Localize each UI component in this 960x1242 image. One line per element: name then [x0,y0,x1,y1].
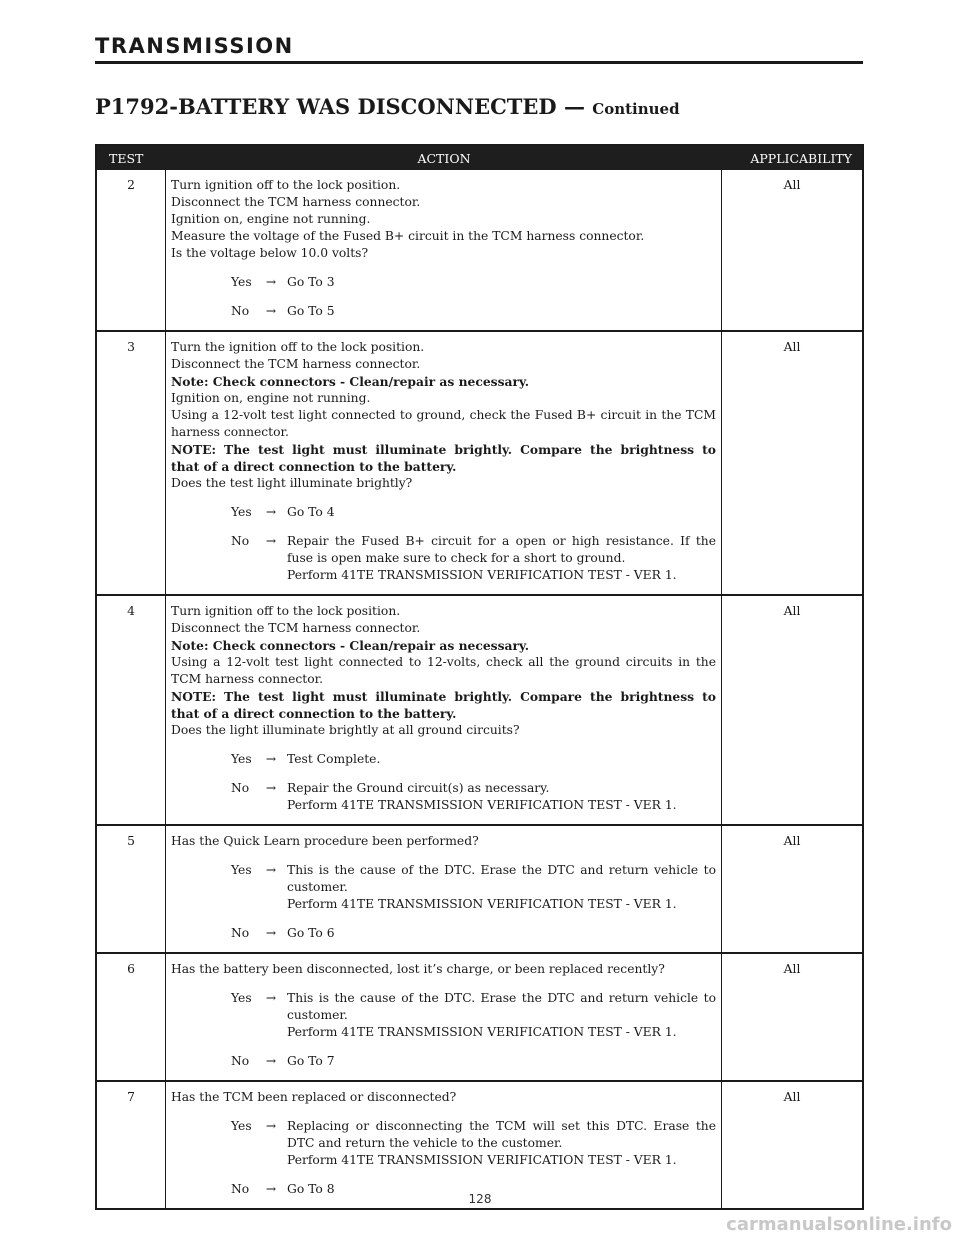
choice-answer: Yes [231,275,252,289]
choice-result [281,1118,716,1169]
table-row [97,594,862,824]
action-line: Disconnect the TCM harness connector. [171,621,421,635]
arrow-right-icon: → [265,1054,277,1068]
choice-result [281,925,716,942]
choice-result [281,303,716,320]
arrow-right-icon: → [265,926,277,940]
table-body [97,170,862,1208]
action-cell [166,954,722,1080]
action-line: Has the battery been disconnected, lost it’s charge, or been replaced recently? [171,962,665,976]
choice-line: Perform 41TE TRANSMISSION VERIFICATION TEST - VER 1. [287,1153,677,1167]
choice-line: This is the cause of the DTC. Erase the DTC and return vehicle to [287,863,716,877]
choice-yes [171,751,716,768]
choice-result [281,862,716,913]
choice-result [281,751,716,768]
applicability-cell: All [783,340,801,354]
action-line: Note: Check connectors - Clean/repair as necessary. [171,638,529,653]
choice-line: Go To 8 [287,1182,335,1196]
choice-answer: No [231,304,250,318]
choice-result [281,780,716,814]
action-cell [166,596,722,824]
title-main: P1792-BATTERY WAS DISCONNECTED — [95,94,585,119]
choice-result [281,274,716,291]
action-line: Disconnect the TCM harness connector. [171,195,421,209]
header-action: ACTION [417,150,471,166]
choice-result [281,504,716,521]
choice-yes [171,274,716,291]
choice-answer: No [231,1054,250,1068]
action-cell [166,826,722,952]
action-cell [166,170,722,330]
arrow-right-icon: → [265,781,277,795]
choice-yes [171,504,716,521]
action-cell [166,332,722,594]
action-cell [166,1082,722,1208]
choice-line: Perform 41TE TRANSMISSION VERIFICATION TEST - VER 1. [287,897,677,911]
test-number: 3 [97,332,166,594]
choice-no [171,533,716,584]
action-line: NOTE: The test light must illuminate brightly. Compare the brightness to [171,442,716,457]
choice-no [171,780,716,814]
choice-result [281,990,716,1041]
applicability-cell: All [783,834,801,848]
table-row [97,330,862,594]
arrow-right-icon: → [265,505,277,519]
arrow-right-icon: → [265,534,277,548]
arrow-right-icon: → [265,304,277,318]
action-line: Ignition on, engine not running. [171,212,371,226]
action-line: Disconnect the TCM harness connector. [171,357,421,371]
action-line: Measure the voltage of the Fused B+ circuit in the TCM harness connector. [171,229,645,243]
applicability-cell: All [783,1090,801,1104]
choice-yes [171,990,716,1041]
section-header: TRANSMISSION [95,34,863,64]
choice-line: Go To 7 [287,1054,335,1068]
choice-line: Replacing or disconnecting the TCM will set this DTC. Erase the [287,1119,716,1133]
table-header [97,146,862,170]
choice-no [171,1053,716,1070]
choice-yes [171,1118,716,1169]
header-test: TEST [109,150,144,166]
action-line: that of a direct connection to the battery. [171,706,457,721]
action-line: Does the test light illuminate brightly? [171,476,413,490]
action-line: Does the light illuminate brightly at all ground circuits? [171,723,520,737]
action-line: harness connector. [171,425,289,439]
choice-no [171,925,716,942]
choice-answer: No [231,781,250,795]
applicability-cell: All [783,604,801,618]
choice-yes [171,862,716,913]
action-line: Using a 12-volt test light connected to 12-volts, check all the ground circuits in the [171,655,716,669]
choice-answer: Yes [231,863,252,877]
choice-answer: Yes [231,752,252,766]
choice-line: Go To 5 [287,304,335,318]
action-line: Turn the ignition off to the lock position. [171,340,425,354]
table-row [97,170,862,330]
choice-result [281,1053,716,1070]
choice-answer: No [231,534,250,548]
test-number: 4 [97,596,166,824]
test-number: 5 [97,826,166,952]
choice-answer: Yes [231,1119,252,1133]
choice-line: Go To 4 [287,505,335,519]
choice-line: Test Complete. [287,752,381,766]
table-row [97,952,862,1080]
choice-line: customer. [287,880,348,894]
choice-line: Go To 6 [287,926,335,940]
choice-line: customer. [287,1008,348,1022]
arrow-right-icon: → [265,863,277,877]
choice-result [281,533,716,584]
page-title [95,94,863,119]
action-line: Note: Check connectors - Clean/repair as necessary. [171,374,529,389]
table-row [97,1080,862,1208]
test-number: 2 [97,170,166,330]
title-continued: Continued [592,100,680,118]
choice-line: Repair the Fused B+ circuit for a open or high resistance. If the [287,534,716,548]
action-line: NOTE: The test light must illuminate brightly. Compare the brightness to [171,689,716,704]
action-line: Using a 12-volt test light connected to ground, check the Fused B+ circuit in the TCM [171,408,716,422]
test-number: 6 [97,954,166,1080]
arrow-right-icon: → [265,275,277,289]
action-line: Is the voltage below 10.0 volts? [171,246,369,260]
choice-line: Go To 3 [287,275,335,289]
choice-line: Repair the Ground circuit(s) as necessary. [287,781,550,795]
choice-line: Perform 41TE TRANSMISSION VERIFICATION TEST - VER 1. [287,798,677,812]
header-applicability: APPLICABILITY [750,150,852,166]
choice-line: Perform 41TE TRANSMISSION VERIFICATION TEST - VER 1. [287,568,677,582]
choice-line: DTC and return the vehicle to the customer. [287,1136,563,1150]
action-line: Has the TCM been replaced or disconnected? [171,1090,457,1104]
choice-answer: No [231,1182,250,1196]
test-number: 7 [97,1082,166,1208]
action-line: that of a direct connection to the battery. [171,459,457,474]
table-row [97,824,862,952]
choice-no [171,303,716,320]
action-line: Ignition on, engine not running. [171,391,371,405]
applicability-cell: All [783,962,801,976]
diagnostic-table [95,144,864,1210]
arrow-right-icon: → [265,752,277,766]
page-number: 128 [468,1192,492,1206]
action-line: Turn ignition off to the lock position. [171,178,401,192]
choice-line: This is the cause of the DTC. Erase the DTC and return vehicle to [287,991,716,1005]
arrow-right-icon: → [265,1182,277,1196]
action-line: Has the Quick Learn procedure been performed? [171,834,479,848]
choice-line: fuse is open make sure to check for a short to ground. [287,551,626,565]
choice-answer: Yes [231,991,252,1005]
watermark: carmanualsonline.info [726,1214,952,1235]
arrow-right-icon: → [265,991,277,1005]
action-line: Turn ignition off to the lock position. [171,604,401,618]
arrow-right-icon: → [265,1119,277,1133]
choice-line: Perform 41TE TRANSMISSION VERIFICATION TEST - VER 1. [287,1025,677,1039]
action-line: TCM harness connector. [171,672,324,686]
choice-answer: No [231,926,250,940]
choice-answer: Yes [231,505,252,519]
applicability-cell: All [783,178,801,192]
